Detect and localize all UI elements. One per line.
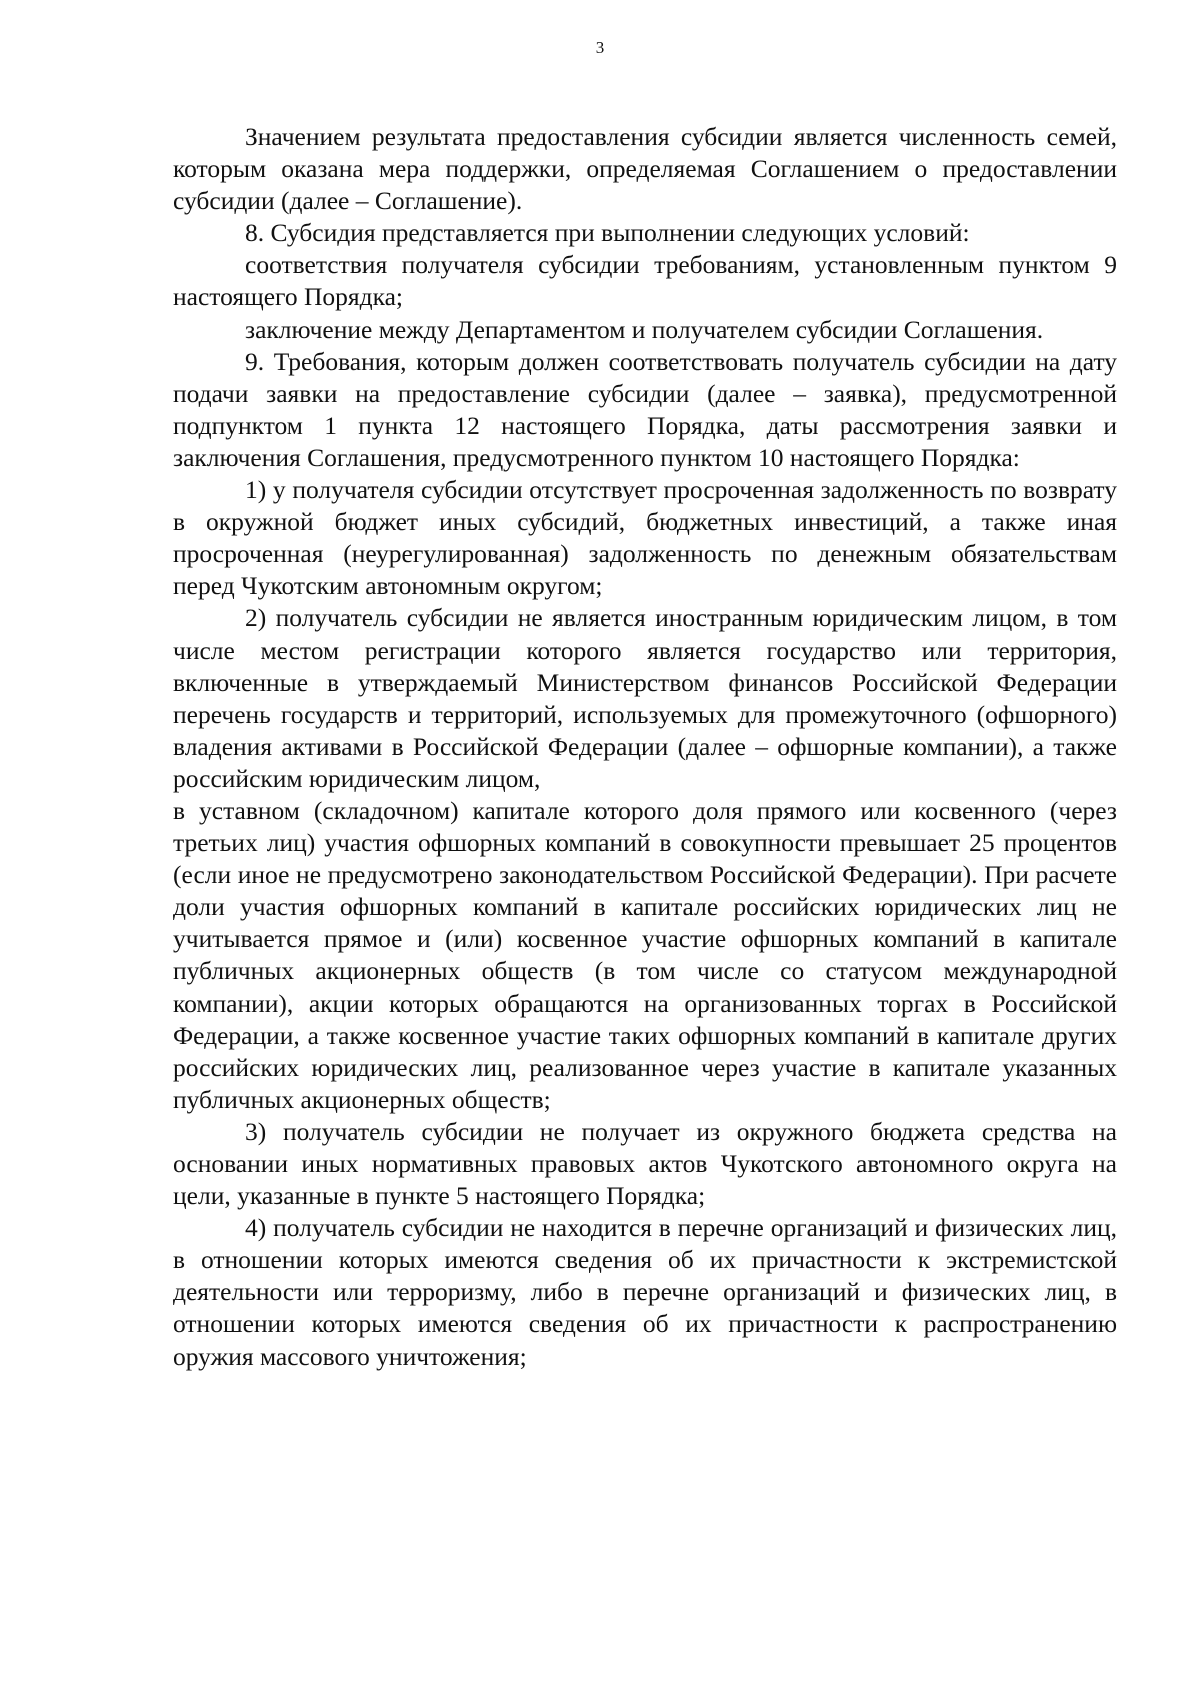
document-body <box>173 121 1117 1373</box>
paragraph-9-requirements: 9. Требования, которым должен соответствовать получатель субсидии на дату подачи заявки на предоставление субсидии (далее – заявка), предусмотренной подпунктом 1 пункта 12 настоящего Порядка, даты рассмотрения заявки и заключения Соглашения, предусмотренного пунктом 10 настоящего Порядка: <box>173 346 1117 472</box>
paragraph-requirement-2: 2) получатель субсидии не является иностранным юридическим лицом, в том числе местом регистрации которого является государство или территория, включенные в утверждаемый Министерством финансов Российской Федерации перечень государств и территорий, используемых для промежуточного (офшорного) владения активами в Российской Федерации (далее – офшорные компании), а также российским юридическим лицом, <box>173 603 1117 793</box>
paragraph-result-value: Значением результата предоставления субсидии является численность семей, которым оказана мера поддержки, определяемая Соглашением о предоставлении субсидии (далее – Соглашение). <box>173 122 1117 216</box>
paragraph-requirement-3: 3) получатель субсидии не получает из окружного бюджета средства на основании иных нормативных правовых актов Чукотского автономного округа на цели, указанные в пункте 5 настоящего Порядка; <box>173 1116 1117 1211</box>
paragraph-condition-agreement: заключение между Департаментом и получателем субсидии Соглашения. <box>245 314 1044 344</box>
paragraph-requirement-4: 4) получатель субсидии не находится в перечне организаций и физических лиц, в отношении которых имеются сведения об их причастности к экстремистской деятельности или терроризму, либо в перечне организаций и физических лиц, в отношении которых имеются сведения об их причастности к распространению оружия массового уничтожения; <box>173 1213 1117 1371</box>
page-number: 3 <box>595 38 605 57</box>
paragraph-8-conditions: 8. Субсидия представляется при выполнении следующих условий: <box>245 218 970 248</box>
paragraph-requirement-1: 1) у получателя субсидии отсутствует просроченная задолженность по возврату в окружной бюджет иных субсидий, бюджетных инвестиций, а также иная просроченная (неурегулированная) задолженность по денежным обязательствам перед Чукотским автономным округом; <box>173 475 1117 601</box>
paragraph-condition-compliance: соответствия получателя субсидии требованиям, установленным пунктом 9 настоящего Порядка; <box>173 250 1117 312</box>
paragraph-requirement-2-continued: в уставном (складочном) капитале которого доля прямого или косвенного (через третьих лиц) участия офшорных компаний в совокупности превышает 25 процентов (если иное не предусмотрено законодательством Российской Федерации). При расчете доли участия офшорных компаний в капитале российских юридических лиц не учитывается прямое и (или) косвенное участие офшорных компаний в капитале публичных акционерных обществ (в том числе со статусом международной компании), акции которых обращаются на организованных торгах в Российской Федерации, а также косвенное участие таких офшорных компаний в капитале других российских юридических лиц, реализованное через участие в капитале указанных публичных акционерных обществ; <box>173 795 1117 1114</box>
